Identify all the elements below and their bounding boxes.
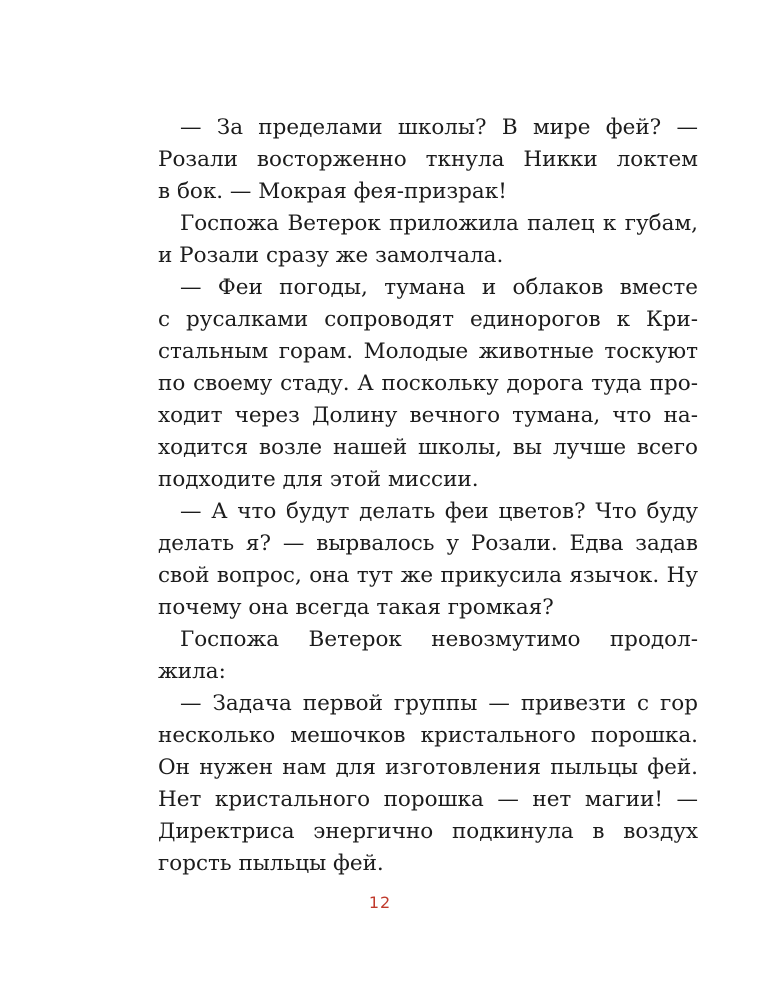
text-line: и Розали сразу же замолчала. xyxy=(158,243,504,268)
text-line: горсть пыльцы фей. xyxy=(158,851,384,876)
text-line: Госпожа Ветерок приложила палец к губам, xyxy=(180,211,698,236)
text-line: с русалками сопроводят единорогов к Кри- xyxy=(158,307,698,332)
text-line: свой вопрос, она тут же прикусила язычок. Ну xyxy=(158,563,698,588)
text-line: несколько мешочков кристального порошка. xyxy=(158,723,698,748)
text-line: Госпожа Ветерок невозмутимо продол- xyxy=(180,627,698,652)
text-line: подходите для этой миссии. xyxy=(158,467,479,492)
text-line: — Задача первой группы — привезти с гор xyxy=(180,691,698,716)
text-line: в бок. — Мокрая фея-призрак! xyxy=(158,179,507,204)
text-line: делать я? — вырвалось у Розали. Едва задав xyxy=(158,531,698,556)
text-line: по своему стаду. А поскольку дорога туда про- xyxy=(158,371,698,396)
text-line: Он нужен нам для изготовления пыльцы фей. xyxy=(158,755,698,780)
text-line: Директриса энергично подкинула в воздух xyxy=(158,819,698,844)
page-number: 12 xyxy=(368,893,392,912)
text-line: — За пределами школы? В мире фей? — xyxy=(180,115,698,140)
text-line: Нет кристального порошка — нет магии! — xyxy=(158,787,698,812)
text-line: Розали восторженно ткнула Никки локтем xyxy=(158,147,698,172)
text-line: почему она всегда такая громкая? xyxy=(158,595,554,620)
text-line: ходит через Долину вечного тумана, что на- xyxy=(158,403,698,428)
body-text xyxy=(158,112,698,880)
text-line: ходится возле нашей школы, вы лучше всего xyxy=(158,435,698,460)
text-line: стальным горам. Молодые животные тоскуют xyxy=(158,339,698,364)
text-line: жила: xyxy=(158,659,226,684)
text-line: — А что будут делать феи цветов? Что буду xyxy=(180,499,698,524)
text-line: — Феи погоды, тумана и облаков вместе xyxy=(180,275,698,300)
